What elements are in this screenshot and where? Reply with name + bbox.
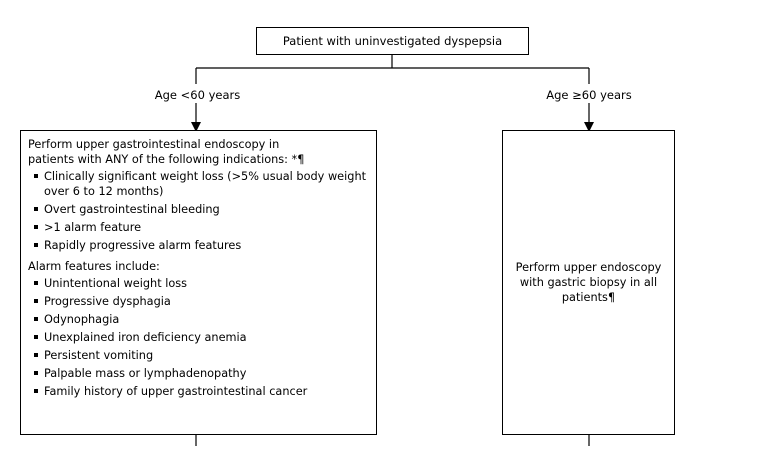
- branch-label-under-60: Age <60 years: [154, 88, 241, 102]
- endoscopy-indications-intro: [28, 137, 370, 167]
- branch-label-60-and-over: Age ≥60 years: [546, 88, 632, 102]
- alarm-feature-item: Palpable mass or lymphadenopathy: [28, 366, 370, 381]
- under-60-recommendation-box: [20, 130, 377, 435]
- root-node-text: Patient with uninvestigated dyspepsia: [282, 34, 503, 48]
- alarm-feature-item: Persistent vomiting: [28, 348, 370, 363]
- 60-and-over-recommendation-box: [502, 130, 675, 435]
- indication-item: Overt gastrointestinal bleeding: [28, 202, 370, 217]
- indication-item: Rapidly progressive alarm features: [28, 238, 370, 253]
- alarm-feature-item: Odynophagia: [28, 312, 370, 327]
- alarm-feature-item: Unintentional weight loss: [28, 276, 370, 291]
- alarm-features-list: [28, 276, 370, 399]
- alarm-features-heading: Alarm features include:: [28, 260, 160, 273]
- alarm-feature-item: Unexplained iron deficiency anemia: [28, 330, 370, 345]
- intro-line-1: Perform upper gastrointestinal endoscopy in: [28, 138, 280, 151]
- 60-and-over-recommendation-text: Perform upper endoscopy with gastric biopsy in all patients¶: [515, 261, 662, 304]
- intro-line-2: patients with ANY of the following indications: *¶: [28, 153, 305, 166]
- root-node: [256, 27, 529, 55]
- indication-item: Clinically significant weight loss (>5% usual body weight over 6 to 12 months): [28, 169, 370, 199]
- alarm-feature-item: Family history of upper gastrointestinal cancer: [28, 384, 370, 399]
- indication-item: >1 alarm feature: [28, 220, 370, 235]
- indications-list: [28, 169, 370, 253]
- alarm-feature-item: Progressive dysphagia: [28, 294, 370, 309]
